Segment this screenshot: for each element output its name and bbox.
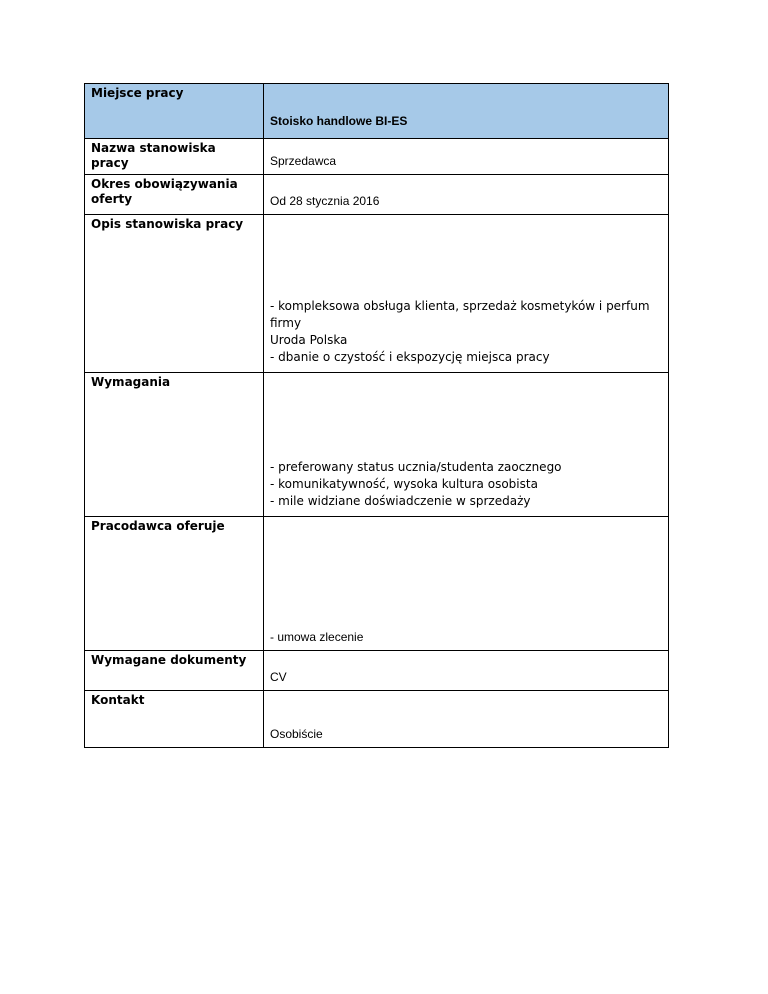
employer-offers-value: - umowa zlecenie (264, 517, 669, 651)
row-requirements (85, 373, 669, 517)
row-position (85, 139, 669, 175)
description-line: - kompleksowa obsługa klienta, sprzedaż kosmetyków i perfum firmy (270, 299, 650, 330)
requirements-line: - mile widziane doświadczenie w sprzedaży (270, 494, 531, 508)
contact-label: Kontakt (85, 691, 264, 748)
position-value: Sprzedawca (264, 139, 669, 175)
requirements-label: Wymagania (85, 373, 264, 517)
validity-label: Okres obowiązywania oferty (85, 175, 264, 215)
row-employer-offers (85, 517, 669, 651)
row-documents (85, 651, 669, 691)
employer-offers-label: Pracodawca oferuje (85, 517, 264, 651)
validity-value: Od 28 stycznia 2016 (264, 175, 669, 215)
contact-value: Osobiście (264, 691, 669, 748)
requirements-line: - preferowany status ucznia/studenta zaocznego (270, 460, 562, 474)
requirements-line: - komunikatywność, wysoka kultura osobista (270, 477, 538, 491)
row-validity (85, 175, 669, 215)
description-line: Uroda Polska (270, 333, 348, 347)
documents-label: Wymagane dokumenty (85, 651, 264, 691)
row-workplace (85, 84, 669, 139)
row-contact (85, 691, 669, 748)
description-value (264, 215, 669, 373)
row-description (85, 215, 669, 373)
description-line: - dbanie o czystość i ekspozycję miejsca pracy (270, 350, 550, 364)
requirements-value (264, 373, 669, 517)
description-label: Opis stanowiska pracy (85, 215, 264, 373)
position-label: Nazwa stanowiska pracy (85, 139, 264, 175)
job-offer-table (84, 83, 669, 748)
documents-value: CV (264, 651, 669, 691)
workplace-label: Miejsce pracy (85, 84, 264, 139)
workplace-value: Stoisko handlowe BI-ES (264, 84, 669, 139)
